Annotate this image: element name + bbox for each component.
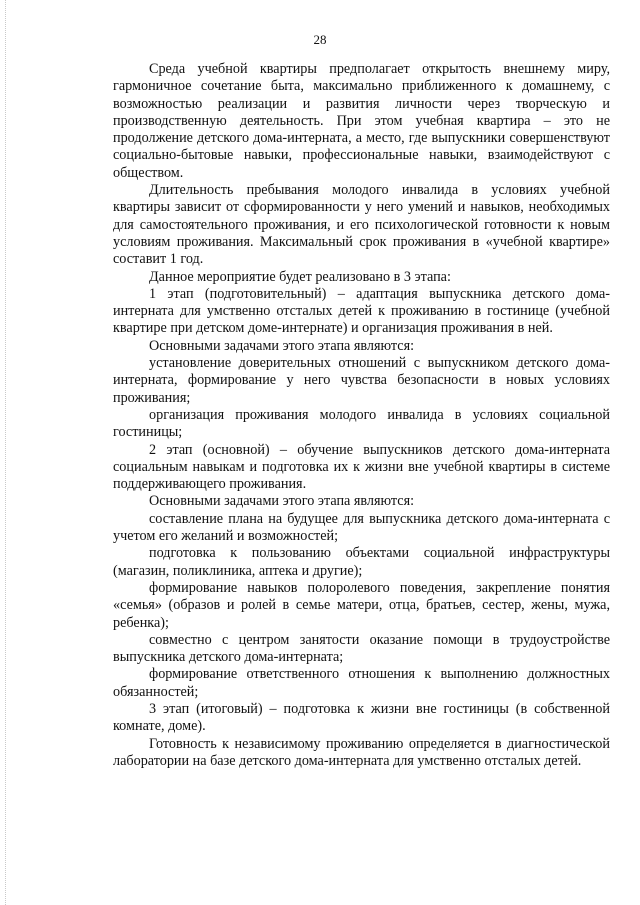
document-body	[113, 61, 610, 770]
page-number: 28	[313, 32, 327, 47]
paragraph-stages-intro: Данное мероприятие будет реализовано в 3 этапа:	[149, 268, 451, 285]
paragraph-stage-2-task-infrastructure: подготовка к пользованию объектами социальной инфраструктуры (магазин, поликлиника, аптека и другие);	[113, 545, 610, 579]
paragraph-training-apartment-environment: Среда учебной квартиры предполагает открытость внешнему миру, гармоничное сочетание быта, максимально приближенного к домашнему, с возможностью реализации и развития личности через творческую и производственную деятельность. При этом учебная квартира – это не продолжение детского дома-интерната, а место, где выпускники совершенствуют социально-бытовые навыки, профессиональные навыки, взаимодействуют с обществом.	[113, 61, 610, 181]
paragraph-stage-2-task-responsibility: формирование ответственного отношения к выполнению должностных обязанностей;	[113, 666, 610, 700]
paragraph-stay-duration: Длительность пребывания молодого инвалида в условиях учебной квартиры зависит от сформированности у него умений и навыков, необходимых для самостоятельного проживания, и его психологической готовности к новым условиям проживания. Максимальный срок проживания в «учебной квартире» составит 1 год.	[113, 182, 610, 268]
paragraph-stage-2-task-employment: совместно с центром занятости оказание помощи в трудоустройстве выпускника детского дома-интерната;	[113, 631, 610, 666]
scan-edge-mark	[5, 0, 7, 905]
paragraph-stage-3: 3 этап (итоговый) – подготовка к жизни вне гостиницы (в собственной комнате, доме).	[113, 700, 610, 735]
paragraph-stage-2-tasks-heading: Основными задачами этого этапа являются:	[149, 493, 415, 510]
paragraph-stage-1-task-accommodation: организация проживания молодого инвалида в условиях социальной гостиницы;	[113, 406, 610, 441]
paragraph-stage-2-task-gender-roles: формирование навыков полоролевого поведения, закрепление понятия «семья» (образов и ролей в семье матери, отца, братьев, сестер, жены, мужа, ребенка);	[113, 579, 610, 631]
paragraph-stage-2-task-plan: составление плана на будущее для выпускника детского дома-интерната с учетом его желаний и возможностей;	[113, 510, 610, 545]
paragraph-readiness-assessment: Готовность к независимому проживанию определяется в диагностической лаборатории на базе детского дома-интерната для умственно отсталых детей.	[113, 735, 610, 769]
paragraph-stage-1-task-trust: установление доверительных отношений с выпускником детского дома-интерната, формирование у него чувства безопасности в новых условиях проживания;	[113, 355, 610, 406]
paragraph-stage-1: 1 этап (подготовительный) – адаптация выпускника детского дома-интерната для умственно отсталых детей к проживанию в гостинице (учебной квартире при детском доме-интернате) и организация проживания в ней.	[113, 285, 610, 337]
paragraph-stage-1-tasks-heading: Основными задачами этого этапа являются:	[149, 337, 415, 354]
paragraph-stage-2: 2 этап (основной) – обучение выпускников детского дома-интерната социальным навыкам и подготовка их к жизни вне учебной квартиры в системе поддерживающего проживания.	[113, 441, 610, 493]
